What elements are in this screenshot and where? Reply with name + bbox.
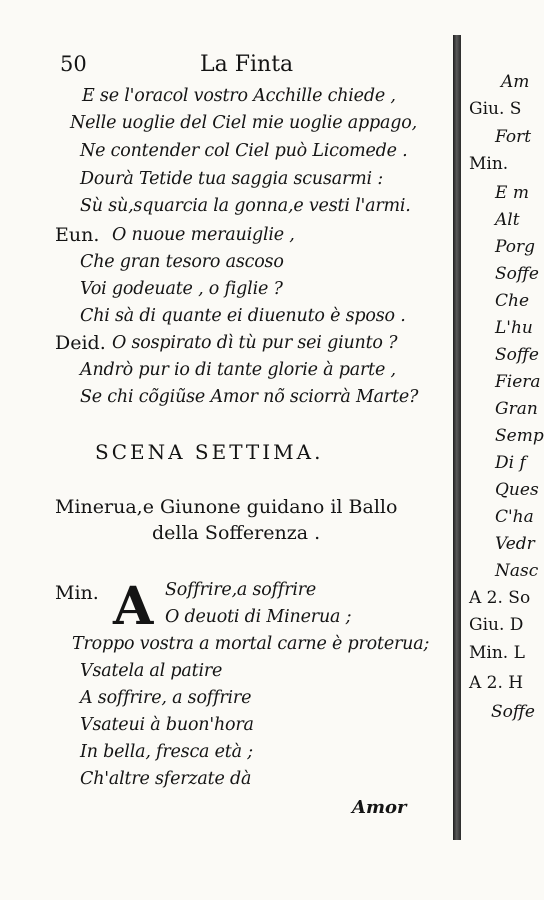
facing-line: Porg: [495, 237, 535, 257]
drop-capital: A: [113, 576, 154, 637]
speaker-deid: Deid.: [55, 332, 106, 354]
facing-line: Fiera: [495, 372, 541, 392]
scene-title: SCENA SETTIMA.: [95, 440, 324, 464]
facing-line: Giu. S: [469, 99, 522, 119]
facing-line: A 2. H: [469, 673, 524, 693]
facing-line: Nasc: [495, 561, 539, 581]
page-number: 50: [60, 52, 87, 76]
verse-line: Nelle uoglie del Ciel mie uoglie appago,: [70, 113, 417, 133]
facing-line: Fort: [495, 127, 532, 147]
verse-line: Vsatela al patire: [80, 661, 223, 681]
facing-line: Soffe: [495, 345, 539, 365]
verse-line: A soffrire, a soffrire: [80, 688, 252, 708]
facing-line: Alt: [495, 210, 520, 230]
facing-line: Giu. D: [469, 615, 524, 635]
facing-line: Gran: [495, 399, 538, 419]
verse-line: O nuoue merauiglie ,: [112, 225, 295, 245]
verse-line: Sù sù,squarcia la gonna,e vesti l'armi.: [80, 196, 411, 216]
verse-line: O deuoti di Minerua ;: [165, 607, 352, 627]
verse-line: E se l'oracol vostro Acchille chiede ,: [82, 86, 396, 106]
catchword: Amor: [352, 797, 407, 818]
scene-description: della Sofferenza .: [152, 522, 321, 544]
verse-line: Vsateui à buon'hora: [80, 715, 254, 735]
verse-line: In bella, fresca età ;: [80, 742, 253, 762]
verse-line: Se chi cõgiũse Amor nõ sciorrà Marte?: [80, 387, 419, 407]
facing-line: Min. L: [469, 643, 525, 663]
facing-line: C'ha: [495, 507, 534, 527]
running-title: La Finta: [200, 52, 294, 77]
verse-line: Che gran tesoro ascoso: [80, 252, 284, 272]
verse-line: Ne contender col Ciel può Licomede .: [80, 141, 408, 161]
verse-line: Voi godeuate , o figlie ?: [80, 279, 283, 299]
book-gutter: [453, 35, 461, 840]
verse-line: Dourà Tetide tua saggia scusarmi :: [80, 169, 384, 189]
facing-line: Che: [495, 291, 530, 311]
verse-line: Andrò pur io di tante glorie à parte ,: [80, 360, 396, 380]
scene-description: Minerua,e Giunone guidano il Ballo: [55, 496, 398, 518]
verse-line: Soffrire,a soffrire: [165, 580, 317, 600]
facing-line: Min.: [469, 154, 509, 174]
facing-line: Am: [501, 72, 530, 92]
verse-line: Troppo vostra a mortal carne è proterua;: [72, 634, 430, 654]
facing-line: Ques: [495, 480, 539, 500]
facing-line: Di f: [495, 453, 526, 473]
facing-line: E m: [495, 183, 529, 203]
verse-line: Chi sà di quante ei diuenuto è sposo .: [80, 306, 406, 326]
verse-line: Ch'altre sferzate dà: [80, 769, 252, 789]
speaker-eun: Eun.: [55, 224, 100, 246]
facing-line: Soffe: [495, 264, 539, 284]
verse-line: O sospirato dì tù pur sei giunto ?: [112, 333, 398, 353]
speaker-min: Min.: [55, 582, 99, 604]
facing-line: Semp: [495, 426, 544, 446]
facing-line: L'hu: [495, 318, 533, 338]
facing-line: Vedr: [495, 534, 535, 554]
facing-line: Soffe: [491, 702, 535, 722]
facing-line: A 2. So: [469, 588, 531, 608]
facing-page-fragment: [461, 0, 544, 900]
